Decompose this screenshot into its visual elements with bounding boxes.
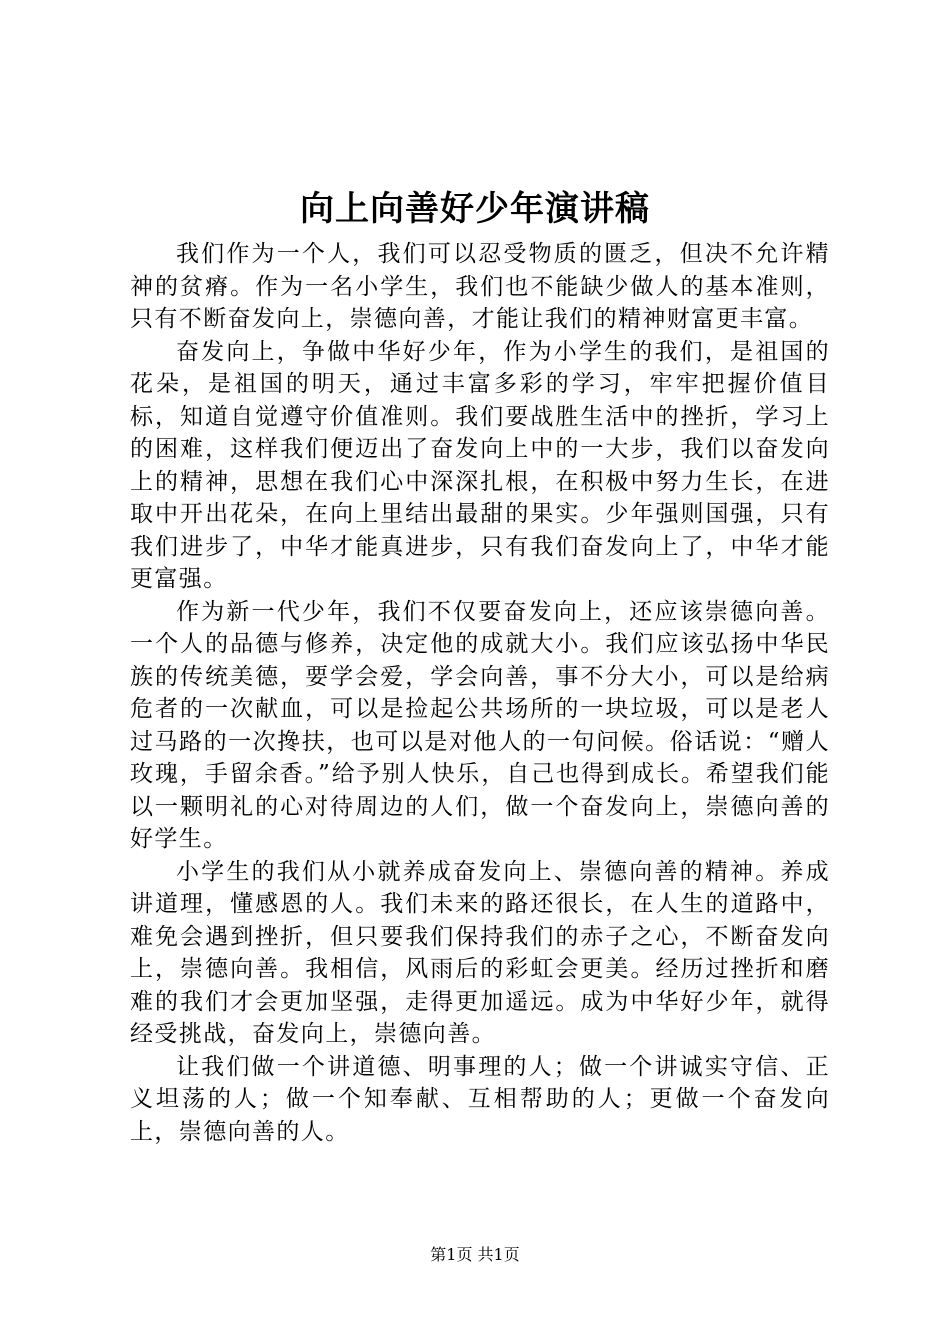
paragraph-5: 让我们做一个讲道德、明事理的人；做一个讲诚实守信、正义坦荡的人；做一个知奉献、互相帮助的人；更做一个奋发向上，崇德向善的人。	[130, 1053, 830, 1145]
paragraph-3: 作为新一代少年，我们不仅要奋发向上，还应该崇德向善。一个人的品德与修养，决定他的成就大小。我们应该弘扬中华民族的传统美德，要学会爱，学会向善，事不分大小，可以是给病危者的一次献血，可以是捡起公共场所的一块垃圾，可以是老人过马路的一次搀扶，也可以是对他人的一句问候。俗话说：“赠人玫瑰，手留余香。”给予别人快乐，自己也得到成长。希望我们能以一颗明礼的心对待周边的人们，做一个奋发向上，崇德向善的好学生。	[130, 598, 830, 852]
document-body	[130, 238, 830, 1148]
document-title: 向上向善好少年演讲稿	[300, 189, 650, 229]
paragraph-2: 奋发向上，争做中华好少年，作为小学生的我们，是祖国的花朵，是祖国的明天，通过丰富多彩的学习，牢牢把握价值目标，知道自觉遵守价值准则。我们要战胜生活中的挫折，学习上的困难，这样我们便迈出了奋发向上中的一大步，我们以奋发向上的精神，思想在我们心中深深扎根，在积极中努力生长，在进取中开出花朵，在向上里结出最甜的果实。少年强则国强，只有我们进步了，中华才能真进步，只有我们奋发向上了，中华才能更富强。	[130, 338, 830, 592]
page-footer: 第1页 共1页	[430, 1245, 520, 1264]
paragraph-1: 我们作为一个人，我们可以忍受物质的匮乏，但决不允许精神的贫瘠。作为一名小学生，我们也不能缺少做人的基本准则，只有不断奋发向上，崇德向善，才能让我们的精神财富更丰富。	[130, 241, 830, 332]
paragraph-4: 小学生的我们从小就养成奋发向上、崇德向善的精神。养成讲道理，懂感恩的人。我们未来的路还很长，在人生的道路中，难免会遇到挫折，但只要我们保持我们的赤子之心，不断奋发向上，崇德向善。我相信，风雨后的彩虹会更美。经历过挫折和磨难的我们才会更加坚强，走得更加遥远。成为中华好少年，就得经受挑战，奋发向上，崇德向善。	[130, 858, 830, 1047]
